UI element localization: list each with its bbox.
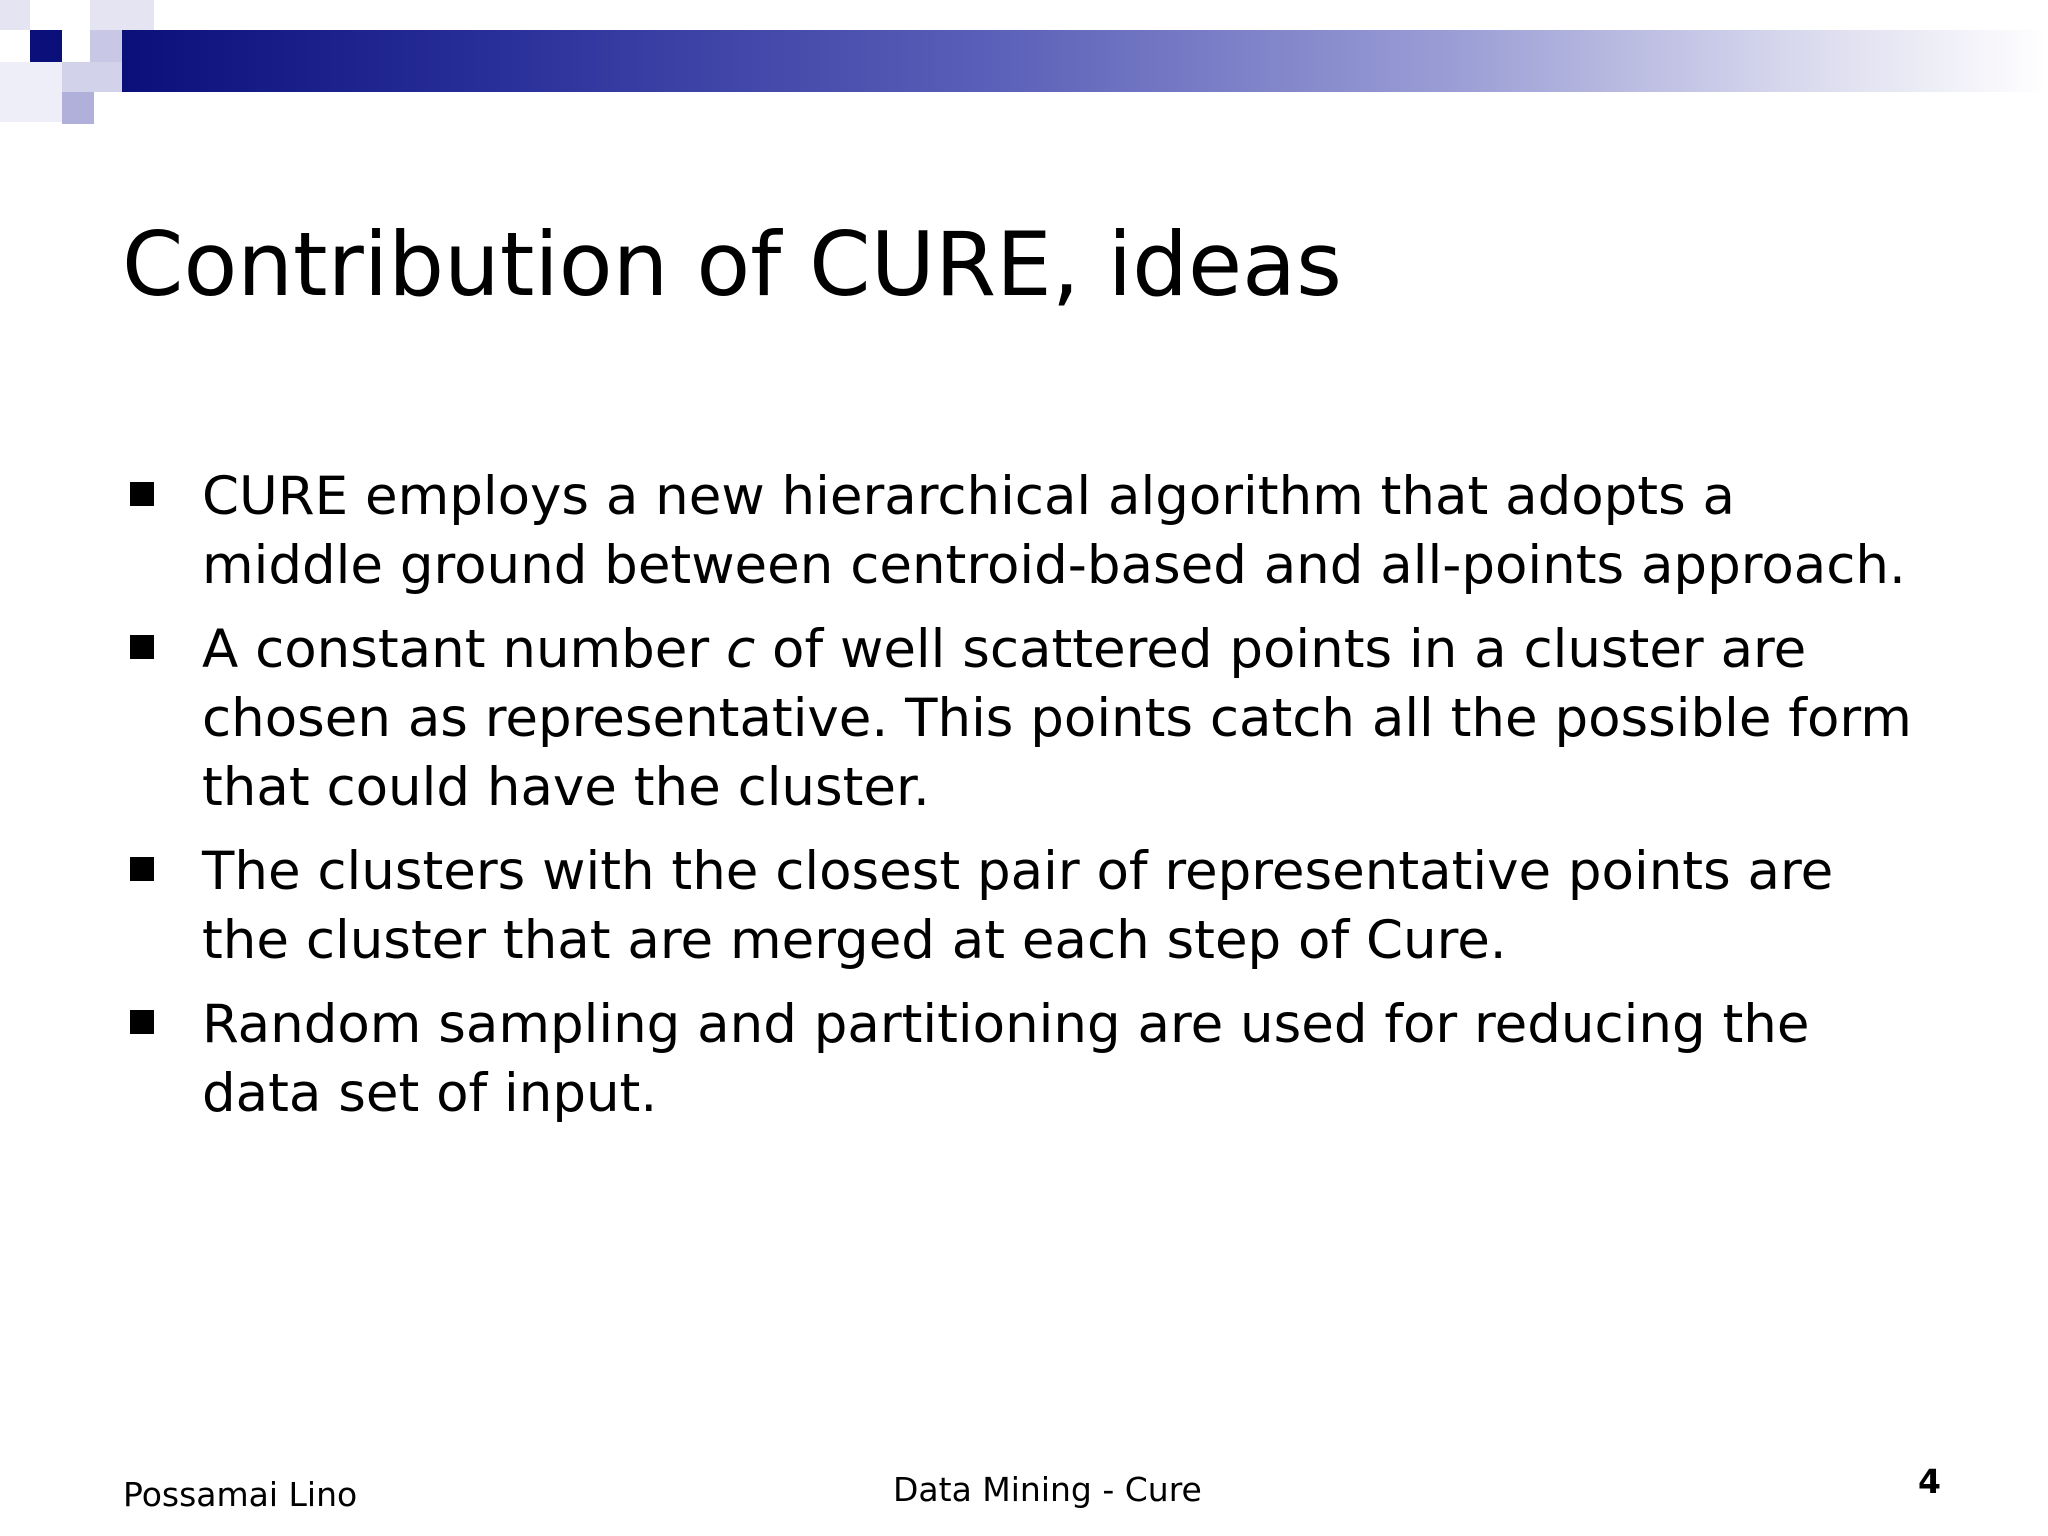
bullet-text: The clusters with the closest pair of representative points are the cluster that are merged at each step of Cure. bbox=[202, 841, 1834, 971]
footer-course-title: Data Mining - Cure bbox=[893, 1470, 1202, 1509]
square-bullet-icon bbox=[130, 482, 154, 506]
square-bullet-icon bbox=[130, 635, 154, 659]
slide-title: Contribution of CURE, ideas bbox=[122, 213, 1342, 316]
slide-page-number: 4 bbox=[1918, 1462, 1941, 1501]
bullet-item bbox=[122, 615, 1922, 822]
bullet-text: of well scattered points in a cluster are chosen as representative. This points catch all the possible form that could have the cluster. bbox=[202, 619, 1912, 818]
header-square bbox=[62, 92, 94, 124]
bullet-item bbox=[122, 462, 1922, 600]
bullet-list bbox=[122, 462, 1922, 1143]
header-square bbox=[0, 62, 62, 122]
header-gradient-bar bbox=[120, 30, 2048, 92]
header-square bbox=[90, 0, 154, 30]
footer-author: Possamai Lino bbox=[123, 1475, 358, 1514]
bullet-text: CURE employs a new hierarchical algorithm that adopts a middle ground between centroid-based and all-points approach. bbox=[202, 466, 1906, 596]
bullet-text: Random sampling and partitioning are used for reducing the data set of input. bbox=[202, 994, 1810, 1124]
header-square bbox=[90, 30, 122, 62]
bullet-text-italic: c bbox=[726, 619, 756, 680]
header-square bbox=[62, 62, 122, 92]
bullet-item bbox=[122, 837, 1922, 975]
bullet-text: A constant number bbox=[202, 619, 727, 680]
header-square bbox=[30, 30, 62, 62]
square-bullet-icon bbox=[130, 857, 154, 881]
bullet-item bbox=[122, 990, 1922, 1128]
square-bullet-icon bbox=[130, 1010, 154, 1034]
header-square bbox=[0, 0, 30, 30]
